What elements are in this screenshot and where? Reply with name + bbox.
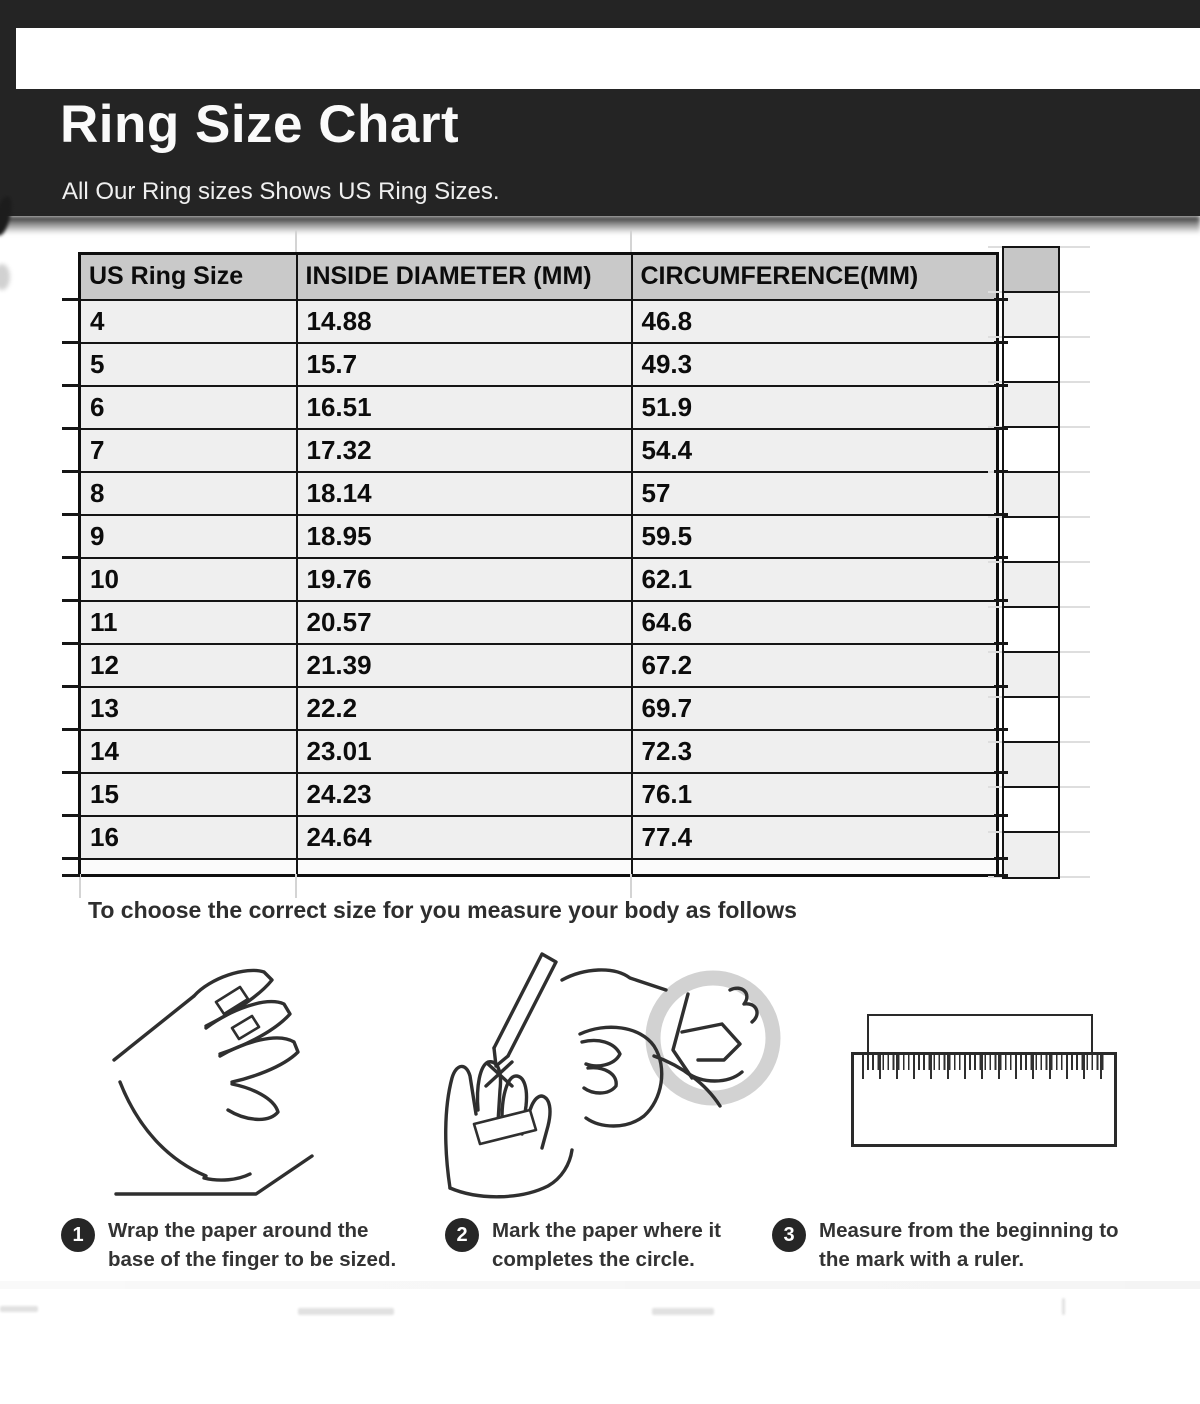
spreadsheet-cell	[1002, 336, 1060, 384]
gridline-tick	[62, 771, 80, 774]
gridline-tick	[62, 728, 80, 731]
gridline-tick	[994, 642, 1008, 645]
cell-ring-size: 15	[80, 773, 297, 816]
page-title: Ring Size Chart	[60, 95, 460, 154]
spreadsheet-cell	[1002, 246, 1060, 294]
spreadsheet-phantom-column	[1002, 246, 1060, 879]
cell-circumference: 62.1	[632, 558, 998, 601]
step-3-line-2: the mark with a ruler.	[819, 1248, 1025, 1272]
spreadsheet-cell	[1002, 606, 1060, 654]
gridline-tick	[994, 599, 1008, 602]
gridline-tick	[994, 341, 1008, 344]
gridline-tick	[62, 298, 80, 301]
cell-circumference: 54.4	[632, 429, 998, 472]
gridline-tick	[994, 427, 1008, 430]
empty-row	[80, 859, 998, 876]
cell-circumference: 76.1	[632, 773, 998, 816]
gridline-tick	[62, 599, 80, 602]
cell-circumference: 51.9	[632, 386, 998, 429]
ring-size-table	[78, 252, 999, 877]
step-2	[445, 1216, 765, 1274]
cell-circumference: 49.3	[632, 343, 998, 386]
cell-circumference: 64.6	[632, 601, 998, 644]
gridline	[630, 874, 632, 898]
table-row	[80, 472, 998, 515]
top-white-strip	[16, 28, 1200, 89]
gridline-tick	[994, 874, 1008, 877]
cell-inside-diameter: 24.23	[297, 773, 632, 816]
header-band-fade	[0, 216, 1200, 234]
gridline-tick	[62, 874, 80, 877]
step-3-text	[819, 1216, 1119, 1274]
cell-inside-diameter: 15.7	[297, 343, 632, 386]
gridline-tick	[62, 857, 80, 860]
table-row	[80, 687, 998, 730]
spreadsheet-cell	[1002, 741, 1060, 789]
step-2-badge: 2	[445, 1218, 479, 1252]
cell-inside-diameter: 18.95	[297, 515, 632, 558]
spreadsheet-cell	[1002, 651, 1060, 699]
cell-inside-diameter: 21.39	[297, 644, 632, 687]
cell-circumference: 67.2	[632, 644, 998, 687]
smudge	[652, 1308, 714, 1315]
gridline	[79, 874, 81, 898]
marking-paper-illustration	[430, 938, 800, 1200]
gridline-tick	[62, 685, 80, 688]
cell-inside-diameter: 24.64	[297, 816, 632, 859]
smudge	[0, 1306, 38, 1312]
cell-circumference: 57	[632, 472, 998, 515]
step-3-line-1: Measure from the beginning to	[819, 1219, 1119, 1242]
gridline-tick	[994, 384, 1008, 387]
cell-circumference: 59.5	[632, 515, 998, 558]
table-row	[80, 343, 998, 386]
hand-line-art	[108, 960, 360, 1204]
step-2-line-2: completes the circle.	[492, 1248, 695, 1272]
hand-with-paper-illustration	[108, 960, 360, 1204]
cell-ring-size: 11	[80, 601, 297, 644]
gridline-tick	[994, 728, 1008, 731]
gridline-tick	[994, 556, 1008, 559]
gridline-tick	[62, 513, 80, 516]
spreadsheet-cell	[1002, 426, 1060, 474]
cell-inside-diameter: 18.14	[297, 472, 632, 515]
marking-line-art	[430, 938, 800, 1200]
table-row	[80, 730, 998, 773]
gridline-tick	[62, 384, 80, 387]
left-edge-smudge	[0, 264, 10, 290]
ruler-illustration	[851, 1052, 1117, 1147]
table-row	[80, 644, 998, 687]
gridline-tick	[994, 814, 1008, 817]
cell-inside-diameter: 16.51	[297, 386, 632, 429]
cell-ring-size: 7	[80, 429, 297, 472]
empty-cell	[297, 859, 632, 876]
spreadsheet-cell	[1002, 471, 1060, 519]
gridline-tick	[994, 857, 1008, 860]
cell-ring-size: 13	[80, 687, 297, 730]
cell-ring-size: 5	[80, 343, 297, 386]
cell-circumference: 69.7	[632, 687, 998, 730]
spreadsheet-cell	[1002, 291, 1060, 339]
table-header-row	[80, 254, 998, 300]
smudge	[298, 1308, 394, 1315]
cell-inside-diameter: 22.2	[297, 687, 632, 730]
gridline	[295, 230, 297, 252]
step-2-text	[492, 1216, 721, 1274]
gridline-tick	[994, 685, 1008, 688]
step-1	[61, 1216, 453, 1274]
spreadsheet-cell	[1002, 561, 1060, 609]
spreadsheet-cell	[1002, 696, 1060, 744]
cell-inside-diameter: 23.01	[297, 730, 632, 773]
gridline-tick	[994, 771, 1008, 774]
step-1-line-1: Wrap the paper around the	[108, 1219, 369, 1242]
step-1-text	[108, 1216, 396, 1274]
cell-ring-size: 10	[80, 558, 297, 601]
table-row	[80, 515, 998, 558]
spreadsheet-cell	[1002, 516, 1060, 564]
empty-cell	[632, 859, 998, 876]
cell-inside-diameter: 20.57	[297, 601, 632, 644]
table-row	[80, 386, 998, 429]
gridline-tick	[62, 556, 80, 559]
column-header-inside-diameter: INSIDE DIAMETER (MM)	[297, 254, 632, 300]
gridline-tick	[994, 513, 1008, 516]
table-row	[80, 816, 998, 859]
gridline-tick	[62, 341, 80, 344]
table-row	[80, 558, 998, 601]
ruler-fine-ticks	[862, 1055, 1106, 1070]
cell-ring-size: 4	[80, 300, 297, 343]
table-row	[80, 429, 998, 472]
cell-ring-size: 16	[80, 816, 297, 859]
cell-circumference: 77.4	[632, 816, 998, 859]
gridline-tick	[62, 470, 80, 473]
table-row	[80, 773, 998, 816]
gridline-tick	[994, 298, 1008, 301]
cell-circumference: 72.3	[632, 730, 998, 773]
cell-inside-diameter: 14.88	[297, 300, 632, 343]
column-header-circumference: CIRCUMFERENCE(MM)	[632, 254, 998, 300]
bottom-haze	[0, 1281, 1200, 1289]
gridline	[295, 874, 297, 898]
cell-ring-size: 8	[80, 472, 297, 515]
cell-ring-size: 9	[80, 515, 297, 558]
step-1-badge: 1	[61, 1218, 95, 1252]
spreadsheet-cell	[1002, 786, 1060, 834]
cell-ring-size: 6	[80, 386, 297, 429]
table-row	[80, 300, 998, 343]
cell-circumference: 46.8	[632, 300, 998, 343]
step-3-badge: 3	[772, 1218, 806, 1252]
step-3	[772, 1216, 1172, 1274]
cell-inside-diameter: 17.32	[297, 429, 632, 472]
gridline-tick	[994, 470, 1008, 473]
step-2-line-1: Mark the paper where it	[492, 1219, 721, 1242]
table-row	[80, 601, 998, 644]
cell-ring-size: 14	[80, 730, 297, 773]
gridline-tick	[62, 427, 80, 430]
cell-inside-diameter: 19.76	[297, 558, 632, 601]
spreadsheet-cell	[1002, 831, 1060, 879]
gridline	[630, 230, 632, 252]
gridline-tick	[62, 814, 80, 817]
smudge	[1062, 1298, 1065, 1315]
cell-ring-size: 12	[80, 644, 297, 687]
gridline-tick	[62, 642, 80, 645]
spreadsheet-cell	[1002, 381, 1060, 429]
page-subtitle: All Our Ring sizes Shows US Ring Sizes.	[62, 178, 500, 205]
column-header-us-ring-size: US Ring Size	[80, 254, 297, 300]
empty-cell	[80, 859, 297, 876]
step-1-line-2: base of the finger to be sized.	[108, 1248, 397, 1272]
measure-instructions-heading: To choose the correct size for you measure your body as follows	[88, 897, 797, 923]
